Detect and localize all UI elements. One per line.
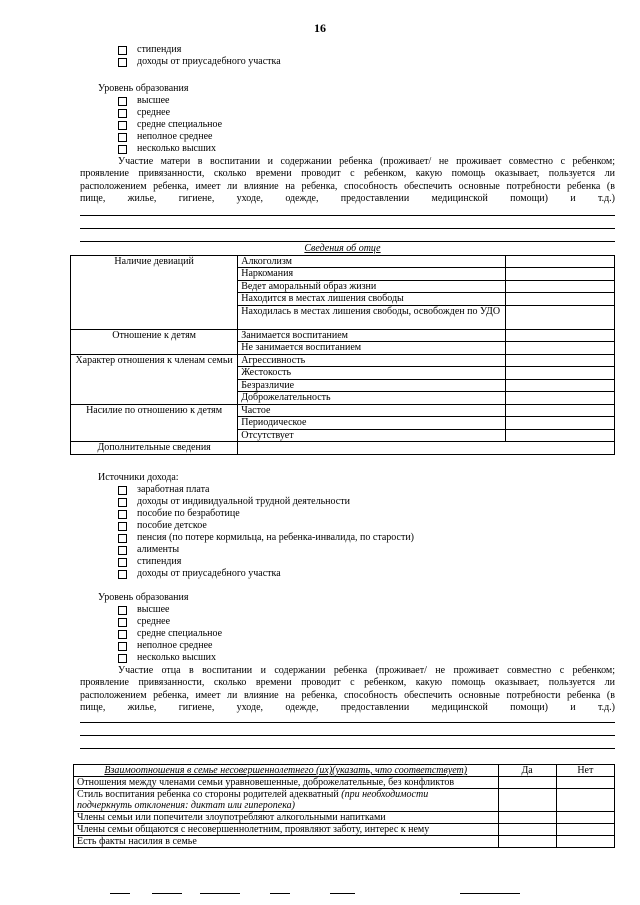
checkbox-icon[interactable]: [118, 606, 127, 615]
answer-line[interactable]: [80, 228, 615, 229]
answer-cell[interactable]: [506, 293, 615, 306]
attitude-label: Отношение к детям: [71, 329, 238, 354]
table-cell: Стиль воспитания ребенка со стороны родителей адекватный (при необходимости подчеркнуть отклонения: диктат или гиперопека): [74, 789, 499, 812]
answer-cell[interactable]: [506, 255, 615, 268]
footer-mark: [330, 893, 355, 895]
father-participation-text: Участие отца в воспитании и содержании ребенка (проживает/ не проживает совместно с ребенком; проявление привязанности, сколько времени проводит с ребенком, какую помощь оказывает, пользуется ли расположением ребенка, имеет ли влияние на ребенка, способность обеспечить основные потребности ребенка (в пище, жилье, гигиене, уходе, одежде, предоставлении медицинской помощи) и т.д.): [80, 665, 615, 714]
checkbox-icon[interactable]: [118, 618, 127, 627]
checkbox-icon[interactable]: [118, 109, 127, 118]
table-cell: Периодическое: [238, 417, 506, 430]
answer-line[interactable]: [80, 241, 615, 242]
footer-mark: [152, 893, 182, 895]
family-relations-table: [73, 764, 615, 848]
footer-mark: [460, 893, 520, 895]
checkbox-item[interactable]: среднее: [118, 107, 418, 119]
checkbox-item[interactable]: пособие детское: [118, 520, 518, 532]
checkbox-item[interactable]: высшее: [118, 604, 418, 616]
answer-cell[interactable]: [506, 367, 615, 380]
answer-cell[interactable]: [506, 329, 615, 342]
table-cell: Ведет аморальный образ жизни: [238, 280, 506, 293]
table-cell: Наркомания: [238, 268, 506, 281]
mother-education-list: [118, 95, 418, 155]
footer-mark: [110, 893, 130, 895]
mother-education-heading: Уровень образования: [98, 83, 189, 94]
checkbox-icon[interactable]: [118, 121, 127, 130]
father-table-caption: Сведения об отце: [71, 243, 615, 255]
checkbox-item[interactable]: среднее: [118, 616, 418, 628]
checkbox-item[interactable]: пенсия (по потере кормильца, на ребенка-инвалида, по старости): [118, 532, 518, 544]
answer-line[interactable]: [80, 215, 615, 216]
answer-line[interactable]: [80, 722, 615, 723]
checkbox-item[interactable]: неполное среднее: [118, 131, 418, 143]
table-cell: Находилась в местах лишения свободы, освобожден по УДО: [238, 305, 506, 329]
father-education-list: [118, 604, 418, 664]
checkbox-icon[interactable]: [118, 58, 127, 67]
checkbox-icon[interactable]: [118, 654, 127, 663]
father-info-table: [70, 243, 615, 455]
answer-line[interactable]: [80, 735, 615, 736]
answer-cell[interactable]: [506, 354, 615, 367]
yes-cell[interactable]: [498, 836, 556, 848]
father-income-heading: Источники дохода:: [98, 472, 179, 483]
table-cell: Занимается воспитанием: [238, 329, 506, 342]
answer-cell[interactable]: [506, 417, 615, 430]
table-cell: Отношения между членами семьи уравновешенные, доброжелательные, без конфликтов: [74, 777, 499, 789]
table-cell: Алкоголизм: [238, 255, 506, 268]
checkbox-item[interactable]: несколько высших: [118, 652, 418, 664]
checkbox-item[interactable]: несколько высших: [118, 143, 418, 155]
footer-mark: [270, 893, 290, 895]
extra-info-label: Дополнительные сведения: [71, 442, 238, 455]
table-cell: Члены семьи или попечители злоупотребляют алкогольными напитками: [74, 812, 499, 824]
checkbox-item[interactable]: стипендия: [118, 556, 518, 568]
table-cell: Члены семьи общаются с несовершеннолетним, проявляют заботу, интерес к нему: [74, 824, 499, 836]
table-cell: Не занимается воспитанием: [238, 342, 506, 355]
checkbox-icon[interactable]: [118, 570, 127, 579]
yes-cell[interactable]: [498, 812, 556, 824]
no-cell[interactable]: [556, 812, 614, 824]
checkbox-icon[interactable]: [118, 546, 127, 555]
checkbox-item[interactable]: доходы от приусадебного участка: [118, 56, 418, 68]
table-cell: Безразличие: [238, 379, 506, 392]
answer-line[interactable]: [80, 748, 615, 749]
top-income-list: [118, 44, 418, 68]
no-cell[interactable]: [556, 777, 614, 789]
checkbox-icon[interactable]: [118, 630, 127, 639]
checkbox-icon[interactable]: [118, 510, 127, 519]
mother-participation-text: Участие матери в воспитании и содержании ребенка (проживает/ не проживает совместно с ребенком; проявление привязанности, сколько времени проводит с ребенком, какую помощь оказывает, пользуется ли расположением ребенка, имеет ли влияние на ребенка, способность обеспечить основные потребности ребенка (в пище, жилье, гигиене, уходе, одежде, предоставлении медицинской помощи) и т.д.): [80, 156, 615, 205]
answer-cell[interactable]: [506, 342, 615, 355]
checkbox-item[interactable]: средне специальное: [118, 628, 418, 640]
father-education-heading: Уровень образования: [98, 592, 189, 603]
yes-header: Да: [498, 765, 556, 777]
checkbox-item[interactable]: средне специальное: [118, 119, 418, 131]
no-cell[interactable]: [556, 789, 614, 812]
footer-mark: [200, 893, 240, 895]
checkbox-icon[interactable]: [118, 522, 127, 531]
answer-cell[interactable]: [506, 379, 615, 392]
deviations-label: Наличие девиаций: [71, 255, 238, 329]
yes-cell[interactable]: [498, 789, 556, 812]
checkbox-item[interactable]: неполное среднее: [118, 640, 418, 652]
table-cell: Есть факты насилия в семье: [74, 836, 499, 848]
page-number: 16: [314, 21, 326, 35]
yes-cell[interactable]: [498, 824, 556, 836]
checkbox-item[interactable]: доходы от индивидуальной трудной деятельности: [118, 496, 518, 508]
table-cell: Отсутствует: [238, 429, 506, 442]
checkbox-icon[interactable]: [118, 97, 127, 106]
answer-cell[interactable]: [506, 429, 615, 442]
relations-header: Взаимоотношения в семье несовершеннолетнего (их)(указать, что соответствует): [74, 765, 499, 777]
answer-cell[interactable]: [506, 280, 615, 293]
answer-cell[interactable]: [506, 392, 615, 405]
no-header: Нет: [556, 765, 614, 777]
checkbox-item[interactable]: пособие по безработице: [118, 508, 518, 520]
checkbox-icon[interactable]: [118, 498, 127, 507]
extra-info-cell[interactable]: [238, 442, 615, 455]
checkbox-item[interactable]: высшее: [118, 95, 418, 107]
checkbox-item[interactable]: заработная плата: [118, 484, 518, 496]
table-cell: Агрессивность: [238, 354, 506, 367]
table-cell: Находится в местах лишения свободы: [238, 293, 506, 306]
checkbox-icon[interactable]: [118, 486, 127, 495]
yes-cell[interactable]: [498, 777, 556, 789]
checkbox-icon[interactable]: [118, 133, 127, 142]
father-income-list: [118, 484, 518, 580]
character-label: Характер отношения к членам семьи: [71, 354, 238, 404]
checkbox-icon[interactable]: [118, 642, 127, 651]
checkbox-item[interactable]: стипендия: [118, 44, 418, 56]
table-cell: Доброжелательность: [238, 392, 506, 405]
table-cell: Частое: [238, 404, 506, 417]
no-cell[interactable]: [556, 836, 614, 848]
checkbox-item[interactable]: доходы от приусадебного участка: [118, 568, 518, 580]
answer-cell[interactable]: [506, 404, 615, 417]
checkbox-item[interactable]: алименты: [118, 544, 518, 556]
answer-cell[interactable]: [506, 305, 615, 329]
checkbox-icon[interactable]: [118, 558, 127, 567]
checkbox-icon[interactable]: [118, 534, 127, 543]
checkbox-icon[interactable]: [118, 46, 127, 55]
no-cell[interactable]: [556, 824, 614, 836]
answer-cell[interactable]: [506, 268, 615, 281]
checkbox-icon[interactable]: [118, 145, 127, 154]
violence-label: Насилие по отношению к детям: [71, 404, 238, 442]
table-cell: Жестокость: [238, 367, 506, 380]
